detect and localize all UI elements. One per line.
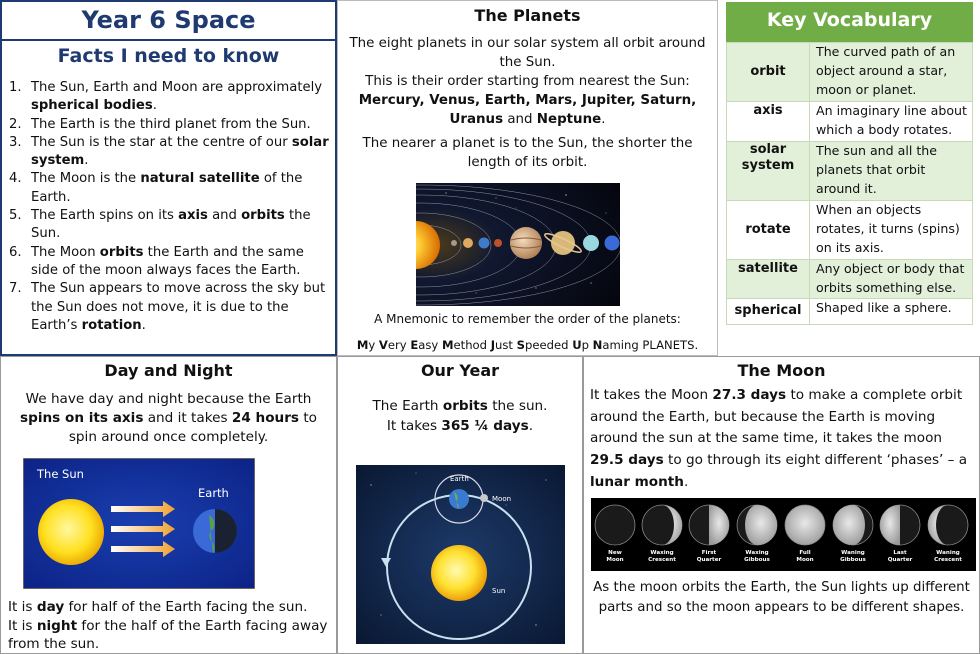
earth-orbit-image [356,465,565,644]
svg-text:Full: Full [799,550,811,556]
list-item: 1. The Sun, Earth and Moon are approximately spherical bodies. [9,80,323,114]
svg-text:Crescent: Crescent [648,557,676,563]
solar-system-image [416,183,620,306]
table-row [727,260,973,299]
svg-text:Waning: Waning [936,550,960,556]
svg-text:Gibbous: Gibbous [840,557,866,563]
svg-text:Quarter: Quarter [696,557,722,563]
svg-text:First: First [701,550,717,556]
vocab-definition: When an objects rotates, it turns (spins) on its axis. [810,201,973,260]
vocabulary-title: Key Vocabulary [726,2,973,42]
our-year-panel [337,356,583,654]
svg-text:Quarter: Quarter [887,557,913,563]
vocab-term: axis [727,102,810,142]
svg-text:Waxing: Waxing [650,550,674,556]
list-item: 2. The Earth is the third planet from the Sun. [9,116,311,132]
svg-text:Earth: Earth [450,475,469,483]
vocab-definition: The sun and all the planets that orbit around it. [810,142,973,201]
day-night-explanation: It is day for half of the Earth facing the sun. It is night for the half of the Earth facing away from the sun. [8,599,328,652]
list-item: 4. The Moon is the natural satellite of the Earth. [9,171,303,205]
svg-text:Waxing: Waxing [745,550,769,556]
vocab-term: solar system [727,142,810,201]
svg-text:Sun: Sun [492,587,506,595]
vocabulary-panel [718,0,980,356]
facts-panel [0,0,337,356]
facts-list [2,73,335,335]
svg-text:Last: Last [893,550,907,556]
table-row [727,299,973,325]
list-item: 5. The Earth spins on its axis and orbits the Sun. [9,208,311,242]
moon-panel [583,356,980,654]
mnemonic-intro: A Mnemonic to remember the order of the planets: [374,312,681,326]
svg-text:The Sun: The Sun [37,467,84,481]
svg-text:Moon: Moon [796,557,814,563]
table-row [727,102,973,142]
our-year-text: The Earth orbits the sun. It takes 365 ¼ days. [372,398,548,434]
day-night-intro: We have day and night because the Earth spins on its axis and it takes 24 hours to spin around once completely. [20,391,317,445]
svg-text:Gibbous: Gibbous [744,557,770,563]
vocab-definition: The curved path of an object around a star, moon or planet. [810,43,973,102]
table-row [727,201,973,260]
moon-intro: It takes the Moon 27.3 days to make a complete orbit around the Earth, but because the Earth is moving around the sun at the same time, it takes the moon 29.5 days to go through its eight different ‘phases’ – a lunar month. [590,387,968,490]
svg-text:Moon: Moon [606,557,624,563]
mnemonic: My Very Easy Method Just Speeded Up Naming PLANETS. [356,338,699,352]
svg-text:Moon: Moon [492,495,512,503]
vocab-definition: Any object or body that orbits something else. [810,260,973,299]
vocab-definition: An imaginary line about which a body rotates. [810,102,973,142]
list-item: 6. The Moon orbits the Earth and the same side of the moon always faces the Earth. [9,244,304,278]
svg-text:Waning: Waning [841,550,865,556]
planets-panel [337,0,718,356]
facts-subtitle: Facts I need to know [57,45,280,67]
moon-phases-image [591,498,976,571]
table-row [727,43,973,102]
vocab-term: rotate [727,201,810,260]
vocabulary-table [726,42,973,325]
planets-intro: The eight planets in our solar system all orbit around the Sun. This is their order starting from nearest the Sun: Mercury, Venus, Earth, Mars, Jupiter, Saturn, Uranus and Neptune. [349,36,706,127]
planets-title: The Planets [474,6,581,25]
svg-text:Crescent: Crescent [934,557,962,563]
day-night-diagram [23,458,255,589]
table-row [727,142,973,201]
vocab-term: orbit [727,43,810,102]
moon-shapes-text: As the moon orbits the Earth, the Sun lights up different parts and so the moon appears to be different shapes. [593,580,970,615]
vocab-term: spherical [727,299,810,325]
day-night-title: Day and Night [104,361,233,380]
day-night-panel [0,356,337,654]
vocab-term: satellite [727,260,810,299]
svg-text:Earth: Earth [198,486,229,500]
vocab-definition: Shaped like a sphere. [810,299,973,325]
svg-text:New: New [608,550,622,556]
list-item: 3. The Sun is the star at the centre of our solar system. [9,134,329,169]
list-item: 7. The Sun appears to move across the sky but the Sun does not move, it is due to the Earth’s rotation. [9,281,326,333]
moon-title: The Moon [737,361,826,380]
our-year-title: Our Year [420,361,500,380]
page-title: Year 6 Space [2,2,335,41]
planets-orbit-fact: The nearer a planet is to the Sun, the shorter the length of its orbit. [362,136,693,170]
